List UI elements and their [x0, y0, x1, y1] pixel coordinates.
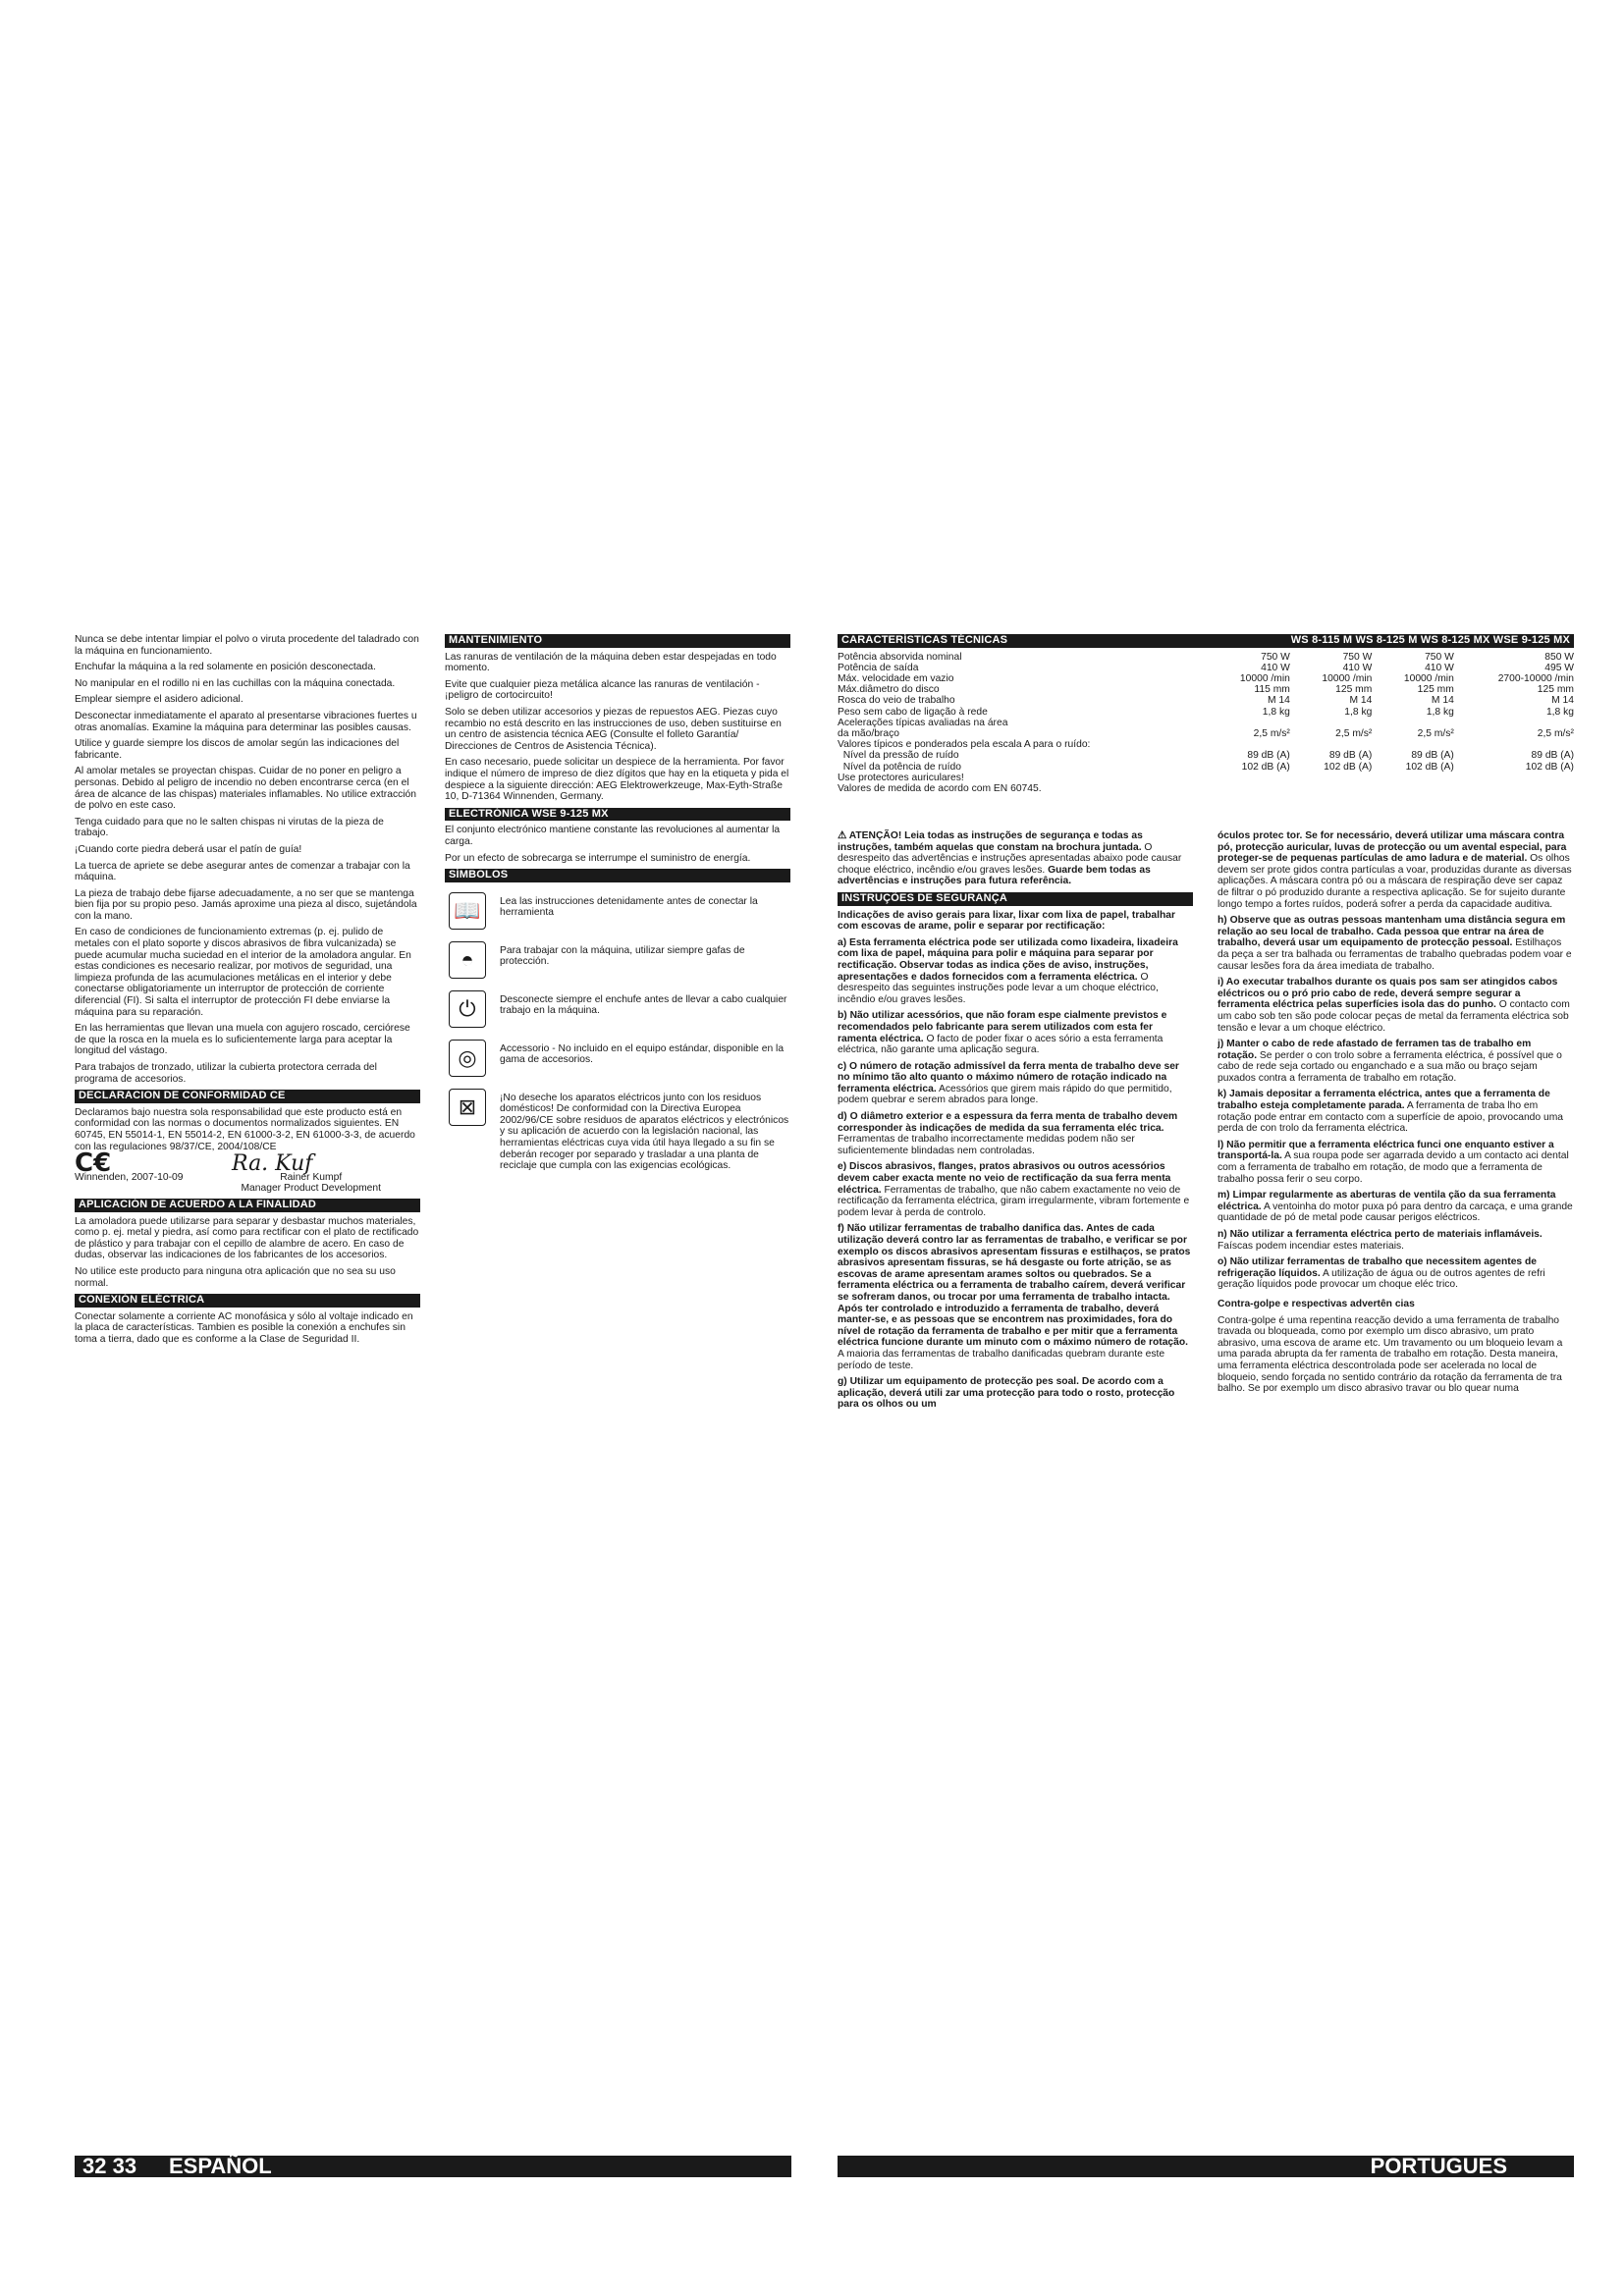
- safety-item-text: Se perder o con trolo sobre a ferramenta eléctrica, é possível que o cabo de rede seja cortado ou enganchado e a sua mão ou braço sejam puxados contra a ferramenta de trabalho em rotação.: [1218, 1049, 1562, 1084]
- tech-label: Use protectores auriculares!: [838, 772, 964, 783]
- paragraph: En caso de condiciones de funcionamiento extremas (p. ej. pulido de metales con el plato soporte y discos abrasivos de fibra vulcanizada) se puede acumular mucha suciedad en el interior de la amoladora angular. En estas condiciones es necesario realizar, por motivos de seguridad, una limpieza profunda de las acumulaciones metálicas en el interior y debe conectarse obligatoriamente un interruptor de protección de corriente diferencial (FI). Si salta el interruptor de protección FI debe enviarse la máquina para su reparación.: [75, 927, 411, 1018]
- goggles-icon: ◓: [449, 941, 486, 979]
- safety-item-bold: n) Não utilizar a ferramenta eléctrica perto de materiais inflamáveis.: [1218, 1229, 1543, 1240]
- paragraph: Enchufar la máquina a la red solamente en posición desconectada.: [75, 662, 376, 673]
- safety-item-bold: e) Discos abrasivos, flanges, pratos abrasivos ou outros acessórios devem caber exacta mente no veio de rectificação da sua ferra menta eléctrica.: [838, 1161, 1171, 1196]
- tech-value: 89 dB (A): [1247, 750, 1290, 762]
- accessory-icon: ◎: [449, 1040, 486, 1077]
- language-label-right: PORTUGUES: [1370, 2154, 1507, 2178]
- tech-row: [838, 750, 1574, 761]
- paragraph: Por un efecto de sobrecarga se interrumpe el suministro de energía.: [445, 852, 751, 864]
- section-header-electronic: ELECTRÓNICA WSE 9-125 MX: [445, 808, 790, 822]
- tech-value: 125 mm: [1537, 684, 1574, 696]
- tech-label: Valores típicos e ponderados pela escala A para o ruído:: [838, 739, 1091, 751]
- safety-item-bold: d) O diâmetro exterior e a espessura da ferra menta de trabalho devem corresponder às indicações de medida da sua ferramenta eléc trica.: [838, 1111, 1178, 1134]
- safety-item-bold: j) Manter o cabo de rede afastado de ferramen tas de trabalho em rotação.: [1218, 1039, 1532, 1061]
- section-header-declaration: DECLARACION DE CONFORMIDAD CE: [75, 1090, 420, 1103]
- symbol-description: ¡No deseche los aparatos eléctricos junto con los residuos domésticos! De conformidad con la Directiva Europea 2002/96/CE sobre residuos de aparatos eléctricos y electrónicos y su aplicación de acuerdo con la legislación nacional, las herramientas eléctricas cuya vida útil haya llegado a su fin se deberán recoger por separado y trasladar a una planta de reciclaje que cumpla con las exigencias ecológicas.: [500, 1092, 789, 1172]
- use-text-1: La amoladora puede utilizarse para separar y desbastar muchos materiales, como p. ej. metal y piedra, así como para rectificar con el plato de rectificado de plástico y para trabajar con el cepillo de alambre de acero. En caso de dudas, observar las indicaciones de los fabricantes de los accesorios.: [75, 1215, 419, 1261]
- tech-label: Potência de saída: [838, 662, 919, 673]
- tech-value: [1290, 718, 1372, 728]
- safety-item-text: A ventoinha do motor puxa pó para dentro da carcaça, e uma grande quantidade de pó de metal pode causar perigos eléctricos.: [1218, 1201, 1573, 1224]
- paragraph: Tenga cuidado para que no le salten chispas ni virutas de la pieza de trabajo.: [75, 816, 384, 839]
- tech-value: [1208, 773, 1289, 783]
- safety-item-bold: b) Não utilizar acessórios, que não foram espe cialmente previstos e recomendados pelo fabricante para serem utilizados com esta fer ramenta eléctrica.: [838, 1010, 1167, 1044]
- safety-items-b: [1218, 830, 1573, 1291]
- tech-row: [838, 718, 1574, 728]
- paragraph: En las herramientas que llevan una muela con agujero roscado, cerciórese de que la rosca en la muela es lo suficientemente larga para aceptar la longitud del vástago.: [75, 1023, 410, 1057]
- safety-item-text: Ferramentas de trabalho incorrectamente medidas podem não ser suficientemente blindadas nem controladas.: [838, 1134, 1135, 1156]
- safety-item-bold: h) Observe que as outras pessoas mantenham uma distância segura em relação ao seu local de trabalho. Cada pessoa que entrar na área de trabalho, deverá usar um equipamento de protecção pessoal.: [1218, 915, 1566, 949]
- tech-value: 89 dB (A): [1411, 750, 1454, 762]
- signer: [241, 1172, 381, 1195]
- tech-value: 410 W: [1261, 662, 1290, 673]
- safety-item: [1218, 1140, 1573, 1185]
- tech-row: [838, 773, 1574, 783]
- paragraph: Desconectar inmediatamente el aparato al presentarse vibraciones fuertes u otras anomalías. Examine la máquina para determinar las posibles causas.: [75, 710, 417, 733]
- safety-item-text: A ferramenta de traba lho em rotação pode entrar em contacto com a superfície de apoio, provocando uma perda de con trolo da ferramenta eléctrica.: [1218, 1100, 1564, 1135]
- tech-value: [1372, 739, 1453, 750]
- tech-label: Peso sem cabo de ligação à rede: [838, 706, 988, 718]
- tech-value: M 14: [1431, 695, 1454, 707]
- tech-value: 10000 /min: [1322, 673, 1373, 684]
- tech-value: 2,5 m/s²: [1335, 728, 1373, 740]
- tech-value: 102 dB (A): [1525, 761, 1574, 773]
- tech-label: Rosca do veio de trabalho: [838, 695, 955, 707]
- tech-value: [1372, 773, 1453, 783]
- paragraph: La tuerca de apriete se debe asegurar antes de comenzar a trabajar con la máquina.: [75, 860, 410, 883]
- tech-value: 10000 /min: [1403, 673, 1454, 684]
- paragraph: Al amolar metales se proyectan chispas. Cuidar de no poner en peligro a personas. Debido al peligro de incendio no deben encontrarse cerca (en el área de alcance de las chispas) materiales inflamables. No utilice extracción de polvo en este caso.: [75, 766, 416, 812]
- footer-right: [838, 2156, 1574, 2177]
- paragraph: Evite que cualquier pieza metálica alcance las ranuras de ventilación - ¡peligro de cortocircuito!: [445, 678, 760, 702]
- symbol-description: Lea las instrucciones detenidamente antes de conectar la herramienta: [500, 895, 758, 919]
- left-column-1: [75, 634, 420, 1350]
- safety-item-bold: o) Não utilizar ferramentas de trabalho que necessitem agentes de refrigeração líquidos.: [1218, 1256, 1538, 1279]
- tech-value: [1454, 773, 1574, 783]
- handwritten-signature: Ra. Kuf: [232, 1151, 313, 1177]
- signer-name: Rainer Kumpf: [280, 1171, 343, 1183]
- safety-item: [838, 1161, 1193, 1218]
- kickback-text: Contra-golpe é uma repentina reacção devido a uma ferramenta de trabalho travada ou bloqueada, como por exemplo um disco abrasivo, um prato abrasivo, uma escova de arame etc. Um travamento ou um bloqueio levam a uma parada abrupta da fer ramenta de trabalho em rotação. Desta maneira, uma ferramenta eléctrica descontrolada pode ser acelerada no local de bloqueio, sendo forçada no sentido contrário da rotação da ferramenta de tra balho. Se por exemplo um disco abrasivo travar ou blo quear numa: [1218, 1314, 1563, 1395]
- tech-value: [1208, 783, 1289, 794]
- safety-item-text: A maioria das ferramentas de trabalho danificadas quebram durante este período de teste.: [838, 1348, 1165, 1371]
- symbol-row: [445, 941, 790, 979]
- unplug-icon: ⏻: [449, 990, 486, 1028]
- tech-value: 115 mm: [1254, 684, 1290, 696]
- tech-value: M 14: [1551, 695, 1574, 707]
- read-manual-icon: 📖: [449, 892, 486, 930]
- tech-value: 850 W: [1544, 651, 1574, 663]
- tech-value: [1372, 718, 1453, 728]
- tech-value: [1290, 773, 1372, 783]
- tech-value: [1290, 783, 1372, 794]
- safety-item-bold: g) Utilizar um equipamento de protecção pes soal. De acordo com a aplicação, deverá utili zar uma protecção para todo o rosto, protecção para os olhos ou um: [838, 1376, 1175, 1411]
- paragraph: La pieza de trabajo debe fijarse adecuadamente, a no ser que se mantenga bien fija por su propio peso. Jamás aproxime una pieza al disco, sujetándola con la mano.: [75, 887, 417, 922]
- paragraph: Solo se deben utilizar accesorios y piezas de repuestos AEG. Piezas cuyo recambio no está descrito en las instrucciones de uso, deben sustituirse en un centro de asistencia técnica AEG (Consulte el folleto Garantía/ Direcciones de Centros de Asistencia Técnica).: [445, 706, 782, 752]
- safety-item: [1218, 1190, 1573, 1224]
- maintenance-paragraphs: [445, 652, 790, 803]
- warning-triangle-icon: ⚠: [838, 830, 849, 841]
- safety-item-bold: c) O número de rotação admissível da ferra menta de trabalho deve ser no mínimo tão alto quanto o máximo número de rotação indicado na ferramenta eléctrica.: [838, 1060, 1179, 1095]
- paragraph: Emplear siempre el asidero adicional.: [75, 694, 244, 706]
- tech-value: [1290, 739, 1372, 750]
- tech-row: [838, 684, 1574, 695]
- tech-value: [1208, 739, 1289, 750]
- section-header-tech: [838, 634, 1574, 648]
- safety-item-text: O desrespeito das seguintes instruções pode levar a um choque eléctrico, incêndio e/ou graves lesões.: [838, 971, 1159, 1005]
- safety-item-text: Acessórios que girem mais rápido do que permitido, podem quebrar e serem abrados para longe.: [838, 1083, 1172, 1106]
- tech-value: 1,8 kg: [1545, 706, 1574, 718]
- tech-row: [838, 663, 1574, 673]
- tech-label: Máx.diâmetro do disco: [838, 684, 940, 696]
- tech-value: 495 W: [1544, 662, 1574, 673]
- symbol-row: [445, 990, 790, 1028]
- paragraph: No manipular en el rodillo ni en las cuchillas con la máquina conectada.: [75, 677, 396, 689]
- electronic-paragraphs: [445, 825, 790, 864]
- tech-row: [838, 673, 1574, 684]
- tech-value: [1454, 718, 1574, 728]
- tech-label: Acelerações típicas avaliadas na área: [838, 717, 1008, 728]
- symbol-description: Desconecte siempre el enchufe antes de llevar a cabo cualquier trabajo en la máquina.: [500, 993, 787, 1017]
- tech-row: [838, 739, 1574, 750]
- tech-value: M 14: [1349, 695, 1373, 707]
- safety-intro: Indicações de aviso gerais para lixar, lixar com lixa de papel, trabalhar com escovas de arame, polir e separar por rectificação:: [838, 909, 1175, 933]
- safety-item-bold: i) Ao executar trabalhos durante os quais pos sam ser atingidos cabos eléctricos ou o pró prio cabo de rede, deverá sempre segurar a ferramenta eléctrica pelas superfícies isola das do punho.: [1218, 977, 1558, 1011]
- tech-value: 2,5 m/s²: [1537, 728, 1574, 740]
- tech-value: 1,8 kg: [1262, 706, 1290, 718]
- safety-item-text: O contacto com um cabo sob ten são pode colocar peças de metal da ferramenta eléctrica sob tensão e levar a um choque eléctrico.: [1218, 999, 1570, 1034]
- use-text-2: No utilice este producto para ninguna otra aplicación que no sea su uso normal.: [75, 1265, 396, 1289]
- electrical-text: Conectar solamente a corriente AC monofásica y sólo al voltaje indicado en la placa de características. Tambien es posible la conexión a enchufes sin toma a tierra, dado que es conforme a la Clase de Seguridad II.: [75, 1310, 413, 1345]
- tech-value: 102 dB (A): [1241, 761, 1290, 773]
- safety-items-a: [838, 937, 1193, 1411]
- safety-item-bold: m) Limpar regularmente as aberturas de ventila ção da sua ferramenta eléctrica.: [1218, 1190, 1556, 1212]
- safety-paragraphs: [75, 634, 420, 1085]
- safety-item-bold: óculos protec tor. Se for necessário, deverá utilizar uma máscara contra pó, protecção auricular, luvas de protecção ou um avental especial, para proteger-se de pequenas partículas de amo ladura e de material.: [1218, 830, 1567, 865]
- tech-value: 2,5 m/s²: [1253, 728, 1290, 740]
- tech-label: Máx. velocidade em vazio: [838, 673, 954, 684]
- symbol-row: [445, 1089, 790, 1172]
- safety-item-text: Faíscas podem incendiar estes materiais.: [1218, 1240, 1405, 1252]
- tech-title: CARACTERÍSTICAS TÉCNICAS: [841, 634, 1008, 646]
- tech-data-section: [838, 634, 1574, 794]
- safety-item: [1218, 915, 1573, 972]
- tech-value: [1208, 718, 1289, 728]
- tech-label: da mão/braço: [838, 728, 899, 740]
- warning-lead: ATENÇÃO! Leia todas as instruções de segurança e todas as instruções, também aquelas que constam na brochura juntada.: [838, 830, 1143, 853]
- tech-value: 410 W: [1425, 662, 1454, 673]
- place-date: Winnenden, 2007-10-09: [75, 1171, 184, 1183]
- footer-left: [75, 2156, 791, 2177]
- tech-label: Valores de medida de acordo com EN 60745.: [838, 783, 1042, 795]
- tech-value: 102 dB (A): [1405, 761, 1454, 773]
- tech-value: 2,5 m/s²: [1417, 728, 1454, 740]
- symbol-description: Accessorio - No incluido en el equipo estándar, disponible en la gama de accesorios.: [500, 1042, 785, 1066]
- language-label-left: ESPAÑOL: [169, 2154, 272, 2178]
- tech-value: M 14: [1267, 695, 1290, 707]
- tech-row: [838, 695, 1574, 706]
- kickback-title: Contra-golpe e respectivas advertên cias: [1218, 1298, 1415, 1309]
- tech-row: [838, 762, 1574, 773]
- tech-value: 89 dB (A): [1328, 750, 1373, 762]
- tech-value: [1454, 739, 1574, 750]
- tech-row: [838, 707, 1574, 718]
- tech-label: Nível da pressão de ruído: [838, 750, 959, 762]
- safety-item-text: Estilhaços da peça a ser tra balhada ou ferramentas de trabalho quebradas podem voar e causar lesões fora da área imediata de trabalho.: [1218, 937, 1572, 972]
- tech-value: 750 W: [1425, 651, 1454, 663]
- warning-block: [838, 830, 1193, 887]
- tech-value: 89 dB (A): [1531, 750, 1574, 762]
- safety-item: [838, 1223, 1193, 1371]
- section-header-safety: INSTRUÇÕES DE SEGURANÇA: [838, 892, 1193, 906]
- safety-item: [1218, 1229, 1573, 1252]
- section-header-symbols: SÍMBOLOS: [445, 869, 790, 882]
- tech-value: [1454, 783, 1574, 794]
- tech-label: Nível da potência de ruído: [838, 761, 961, 773]
- declaration-text: Declaramos bajo nuestra sola responsabilidad que este producto está en conformidad con las normas o documentos normalizados siguientes. EN 60745, EN 55014-1, EN 55014-2, EN 61000-3-2, EN 61000-3-3, de acuerdo con las regulaciones 98/37/CE, 2004/108/CE: [75, 1106, 415, 1152]
- weee-bin-icon: ⊠: [449, 1089, 486, 1126]
- right-column-b: [1218, 830, 1573, 1400]
- tech-value: 1,8 kg: [1426, 706, 1454, 718]
- paragraph: Para trabajos de tronzado, utilizar la cubierta protectora cerrada del programa de accesorios.: [75, 1062, 377, 1085]
- page-numbers: 32 33: [82, 2154, 137, 2178]
- safety-item: [1218, 1039, 1573, 1084]
- tech-value: 125 mm: [1335, 684, 1373, 696]
- section-header-use: APLICACIÓN DE ACUERDO A LA FINALIDAD: [75, 1199, 420, 1212]
- safety-item-bold: k) Jamais depositar a ferramenta eléctrica, antes que a ferramenta de trabalho esteja completamente parada.: [1218, 1089, 1550, 1112]
- safety-item-bold: l) Não permitir que a ferramenta eléctrica funci one enquanto estiver a transportá-la.: [1218, 1139, 1554, 1162]
- tech-label: Potência absorvida nominal: [838, 651, 962, 663]
- safety-item: [838, 1061, 1193, 1106]
- tech-value: 750 W: [1261, 651, 1290, 663]
- tech-value: 750 W: [1342, 651, 1373, 663]
- tech-value: 1,8 kg: [1344, 706, 1373, 718]
- safety-item: [1218, 977, 1573, 1034]
- safety-item-bold: a) Esta ferramenta eléctrica pode ser utilizada como lixadeira, lixadeira com lixa de papel, máquina para polir e máquina para separar por rectificação. Observar todas as indica ções de aviso, instruções, apresentações e dados fornecidos com a ferramenta eléctrica.: [838, 936, 1178, 983]
- paragraph: En caso necesario, puede solicitar un despiece de la herramienta. Por favor indique el número de impreso de diez dígitos que hay en la etiqueta y pida el despiece a la siguiente dirección: AEG Elektrowerkzeuge, Max-Eyth-Straße 10, D-71364 Winnenden, Germany.: [445, 757, 789, 803]
- safety-item-text: O facto de poder fixar o aces sório a esta ferramenta eléctrica, não garante uma aplicação segura.: [838, 1033, 1164, 1056]
- paragraph: ¡Cuando corte piedra deberá usar el patín de guía!: [75, 843, 302, 855]
- tech-table: [838, 652, 1574, 795]
- tech-value: 2700-10000 /min: [1497, 673, 1574, 684]
- signer-row: [75, 1172, 420, 1195]
- tech-value: 410 W: [1342, 662, 1373, 673]
- tech-value: [1372, 783, 1453, 794]
- tech-row: [838, 783, 1574, 794]
- tech-value: 102 dB (A): [1324, 761, 1373, 773]
- safety-item-text: A utilização de água ou de outros agentes de refri geração líquidos pode provocar um choque eléc trico.: [1218, 1267, 1545, 1291]
- warning-keep: Guarde bem todas as advertências e instruções para futura referência.: [838, 864, 1151, 887]
- tech-value: 125 mm: [1417, 684, 1454, 696]
- right-column-a: [838, 830, 1193, 1415]
- paragraph: Las ranuras de ventilación de la máquina deben estar despejadas en todo momento.: [445, 651, 777, 674]
- left-column-2: [445, 634, 790, 1184]
- tech-row: [838, 728, 1574, 739]
- safety-item: [1218, 1256, 1573, 1291]
- warning-rest: O desrespeito das advertências e instruções apresentadas abaixo pode causar choque eléctrico, incêndio e/ou graves lesões.: [838, 841, 1182, 876]
- section-header-electrical: CONEXIÓN ELÉCTRICA: [75, 1294, 420, 1308]
- safety-item: [1218, 830, 1573, 910]
- symbol-row: [445, 892, 790, 930]
- safety-item: [838, 1376, 1193, 1411]
- safety-item: [838, 1010, 1193, 1055]
- safety-item-bold: f) Não utilizar ferramentas de trabalho danifica das. Antes de cada utilização deverá contro lar as ferramentas de trabalho, e verificar se por exemplo os discos abrasivos apresentam fissuras e estilhaços, se pratos abrasivos apresentam fissuras, se há desgaste ou forte atrição, se as escovas de arame apresentam arames soltos ou quebrados. Se a ferramenta eléctrica ou a ferramenta de trabalho caírem, deverá verificar se sofreram danos, ou trocar por uma ferramenta de trabalho intacta. Após ter controlado e introduzido a ferramenta de trabalho, deverá manter-se, e as pessoas que se encontrem nas proximidades, fora do nível de rotação da ferramenta de trabalho e per mitir que a ferramenta eléctrica funcione durante um minuto com o máximo número de rotação.: [838, 1223, 1191, 1349]
- safety-item-text: Ferramentas de trabalho, que não cabem exactamente no veio de rectificação da ferramenta eléctrica, giram irregularmente, vibram fortemente e podem levar à perda de controlo.: [838, 1184, 1190, 1218]
- safety-item: [1218, 1089, 1573, 1134]
- tech-models: WS 8-115 M WS 8-125 M WS 8-125 MX WSE 9-125 MX: [1290, 634, 1570, 646]
- symbol-row: [445, 1040, 790, 1077]
- safety-item-text: A sua roupa pode ser agarrada devido a um contacto aci dental com a ferramenta de trabalho em rotação, de modo que a ferramenta de trabalho possa ferir o seu corpo.: [1218, 1150, 1569, 1185]
- ce-mark-logo: C€: [75, 1148, 112, 1179]
- paragraph: Utilice y guarde siempre los discos de amolar según las indicaciones del fabricante.: [75, 738, 400, 761]
- safety-item-text: Os olhos devem ser prote gidos contra partículas a voar, produzidas durante as diversas aplicações. A máscara contra pó ou a máscara de respiração deve ser capaz de filtrar o pó produzido durante a respectiva aplicação. Se for sujeito durante longo tempo a fortes ruídos, poderá sofrer a perda da capacidade auditiva.: [1218, 853, 1572, 910]
- symbol-description: Para trabajar con la máquina, utilizar siempre gafas de protección.: [500, 944, 745, 968]
- tech-row: [838, 652, 1574, 663]
- signer-role: Manager Product Development: [241, 1183, 381, 1195]
- paragraph: Nunca se debe intentar limpiar el polvo o viruta procedente del taladrado con la máquina en funcionamiento.: [75, 634, 419, 657]
- symbols-list: [445, 892, 790, 1172]
- safety-item: [838, 1111, 1193, 1156]
- paragraph: El conjunto electrónico mantiene constante las revoluciones al aumentar la carga.: [445, 825, 781, 847]
- safety-item: [838, 937, 1193, 1006]
- tech-value: 10000 /min: [1239, 673, 1290, 684]
- section-header-maintenance: MANTENIMIENTO: [445, 634, 790, 648]
